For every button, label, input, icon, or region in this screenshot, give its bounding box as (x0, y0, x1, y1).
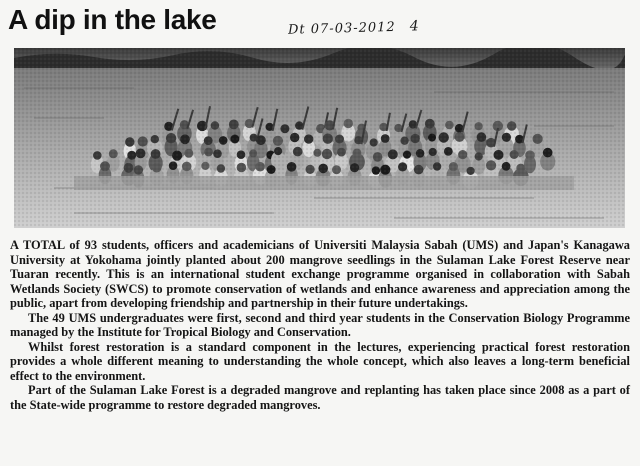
article-body (10, 238, 630, 412)
photo-grain (14, 48, 625, 228)
article-paragraph-4: Part of the Sulaman Lake Forest is a degraded mangrove and replanting has taken place since 2008 as a part of the State-wide programme to restore degraded mangroves. (10, 383, 630, 412)
handwritten-date: Dt 07-03-2012 (287, 19, 396, 38)
headline: A dip in the lake (8, 4, 217, 35)
handwritten-date-note (288, 18, 420, 37)
photo-of-students-in-lake (14, 48, 625, 228)
article-photo (14, 48, 625, 228)
article-paragraph-2: The 49 UMS undergraduates were first, second and third year students in the Conservation Biology Programme managed by the Institute for Tropical Biology and Conservation. (10, 310, 630, 339)
article-paragraph-1: A TOTAL of 93 students, officers and academicians of Universiti Malaysia Sabah (UMS) and Japan's Kanagawa University at Yokohama jointly planted about 200 mangrove seedlings in the Sulaman Lake Forest Reserve near Tuaran recently. This is an international student exchange programme organised in collaboration with Sabah Wetlands Society (SWCS) to promote conservation of wetlands and enhance awareness and appreciation among the public, apart from developing friendship and partnership in their future undertakings. (10, 238, 630, 310)
article-paragraph-3: Whilst forest restoration is a standard component in the lectures, experiencing practical forest restoration provides a whole different meaning to understanding the whole concept, which also leaves a long-term beneficial effect to the environment. (10, 339, 630, 383)
handwritten-page-number: 4 (409, 18, 420, 35)
